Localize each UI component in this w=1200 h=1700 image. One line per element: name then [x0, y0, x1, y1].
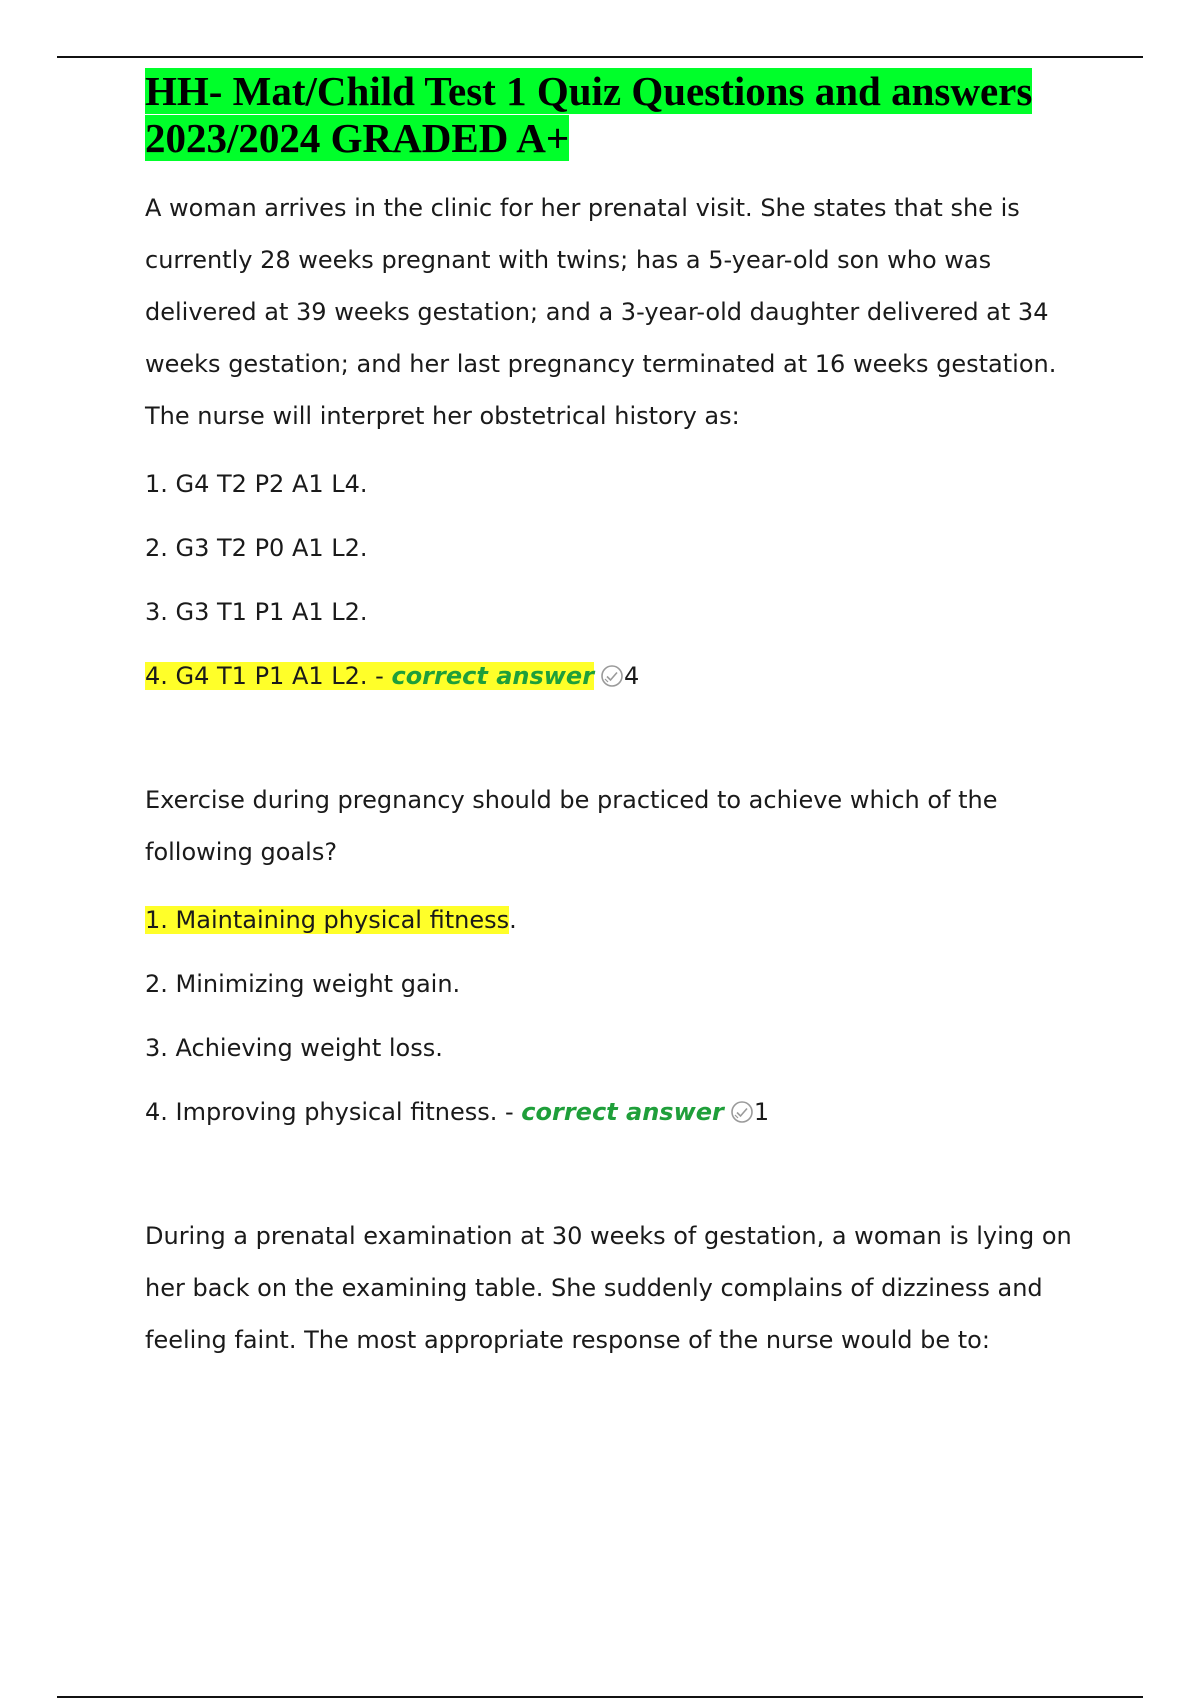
option-1: 1. Maintaining physical fitness [145, 906, 510, 934]
check-circle-icon [600, 664, 624, 688]
top-rule [57, 56, 1143, 58]
answer-separator: - [367, 662, 392, 690]
question-text: A woman arrives in the clinic for her prenatal visit. She states that she is currently 28 weeks pregnant with twins; has a 5-year-old son who was delivered at 39 weeks gestation; and a 3-year-old daughter delivered at 34 weeks gestation; and her last pregnancy terminated at 16 weeks gestation. The nurse will interpret her obstetrical history as: [145, 194, 1057, 430]
title-line-1: HH- Mat/Child Test 1 Quiz Questions and answers [145, 68, 1033, 114]
option-2: 2. G3 T2 P0 A1 L2. [145, 534, 368, 562]
highlighted-answer [145, 662, 594, 690]
option-1: 1. G4 T2 P2 A1 L4. [145, 470, 368, 498]
question-block-2 [145, 774, 1085, 1128]
bottom-rule [57, 1696, 1143, 1698]
option-4: 4. G4 T1 P1 A1 L2. [145, 662, 368, 690]
option-1-period: . [509, 906, 517, 934]
correct-answer-label: correct answer [521, 1098, 724, 1126]
title-line-2: 2023/2024 GRADED A+ [145, 115, 570, 161]
answer-value: 1 [753, 1098, 770, 1126]
answer-value: 4 [624, 662, 640, 690]
question-block-3 [145, 1210, 1085, 1366]
check-circle-icon [730, 1100, 754, 1124]
option-4: 4. Improving physical fitness. [145, 1098, 498, 1126]
question-text: During a prenatal examination at 30 weeks of gestation, a woman is lying on her back on the examining table. She suddenly complains of dizziness and feeling faint. The most appropriate response of the nurse would be to: [145, 1222, 1072, 1354]
question-text: Exercise during pregnancy should be practiced to achieve which of the following goals? [145, 786, 998, 866]
option-4-answer-line [145, 1096, 1085, 1128]
correct-answer-label: correct answer [391, 662, 595, 690]
option-3: 3. Achieving weight loss. [145, 1034, 443, 1062]
document-title [145, 68, 1085, 162]
option-3: 3. G3 T1 P1 A1 L2. [145, 598, 368, 626]
option-1-line [145, 904, 1085, 936]
answer-separator: - [497, 1098, 522, 1126]
option-4-answer-line [145, 660, 1085, 692]
option-2: 2. Minimizing weight gain. [145, 970, 461, 998]
document-body [145, 68, 1085, 1366]
question-block-1 [145, 182, 1085, 692]
